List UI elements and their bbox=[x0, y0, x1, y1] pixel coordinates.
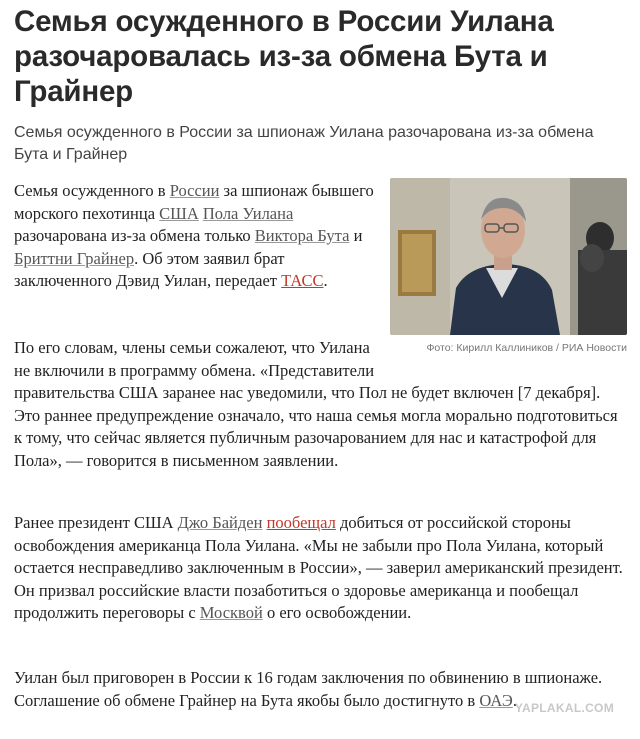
link-uae[interactable]: ОАЭ bbox=[479, 690, 513, 710]
text: Ранее президент США bbox=[14, 513, 178, 532]
photo-caption: Фото: Кирилл Каллиников / РИА Новости bbox=[426, 342, 627, 354]
link-russia[interactable]: России bbox=[169, 181, 220, 200]
paragraph-1 bbox=[14, 180, 378, 293]
text: добиться от российской стороны освобождения американца Пола Уилана. «Мы не забыли про Пола Уилана, который остается несправедливо заключенным в России», — заверил американский президент. Он призвал российские власти позаботиться о здоровье американца и пообещал продолжить переговоры с bbox=[14, 513, 623, 622]
link-joe-biden[interactable]: Джо Байден bbox=[177, 513, 263, 532]
paragraph-3 bbox=[14, 512, 626, 625]
link-tass[interactable]: ТАСС bbox=[281, 271, 324, 290]
article-headline: Семья осужденного в России Уилана разочаровалась из-за обмена Бута и Грайнер bbox=[14, 5, 554, 108]
text: и bbox=[349, 226, 363, 245]
link-paul-whelan[interactable]: Пола Уилана bbox=[202, 203, 294, 223]
link-brittney-griner[interactable]: Бриттни Грайнер bbox=[14, 248, 135, 268]
article-lead: Семья осужденного в России за шпионаж Уилана разочарована из-за обмена Бута и Грайнер bbox=[14, 124, 594, 163]
link-viktor-bout[interactable]: Виктора Бута bbox=[254, 226, 350, 245]
text: Семья осужденного в bbox=[14, 181, 170, 200]
link-moscow[interactable]: Москвой bbox=[199, 603, 263, 622]
photo-courtroom-image bbox=[390, 178, 627, 335]
text: По его словам, члены семьи сожалеют, что Уилана не включили в программу обмена. «Представители правительства США заранее нас уведомили, что Пол не будет включен [7 декабря]. Это раннее предупреждение означало, что наша семья могла морально подготовиться к тому, что сейчас является публичным разочарованием для нас и катастрофой для Пола», — говорится в письменном заявлении. bbox=[14, 338, 618, 470]
article-photo bbox=[390, 178, 627, 335]
text: разочарована из-за обмена только bbox=[14, 226, 255, 245]
text: . Об этом заявил брат заключенного Дэвид Уилан, передает bbox=[14, 248, 285, 290]
text: . bbox=[323, 271, 328, 290]
text: о его освобождении. bbox=[262, 603, 412, 622]
text: . bbox=[512, 690, 517, 710]
text: за шпионаж бывшего морского пехотинца bbox=[14, 181, 374, 223]
link-usa[interactable]: США bbox=[159, 203, 199, 223]
paragraph-2 bbox=[14, 337, 626, 472]
link-promised[interactable]: пообещал bbox=[266, 513, 336, 532]
watermark-logo: YAPLAKAL.COM bbox=[514, 701, 614, 715]
text: Уилан был приговорен в России к 16 годам заключения по обвинению в шпионаже. Соглашение об обмене Грайнер на Бута якобы было достигнуто в bbox=[14, 668, 603, 710]
